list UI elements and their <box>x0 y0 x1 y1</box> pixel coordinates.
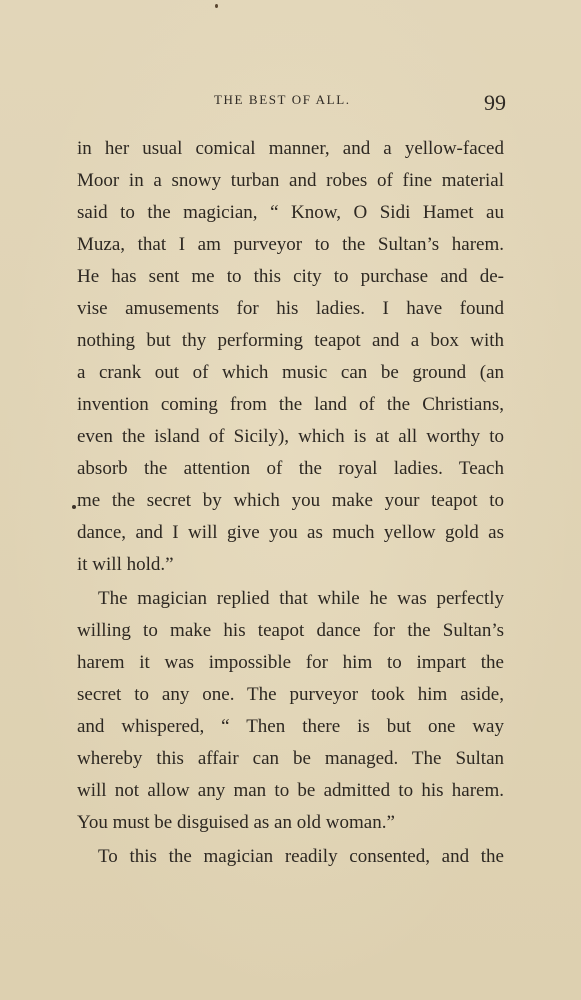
text-line: willing to make his teapot dance for the Sultan’s <box>77 620 504 641</box>
text-line: me the secret by which you make your teapot to <box>77 490 504 511</box>
text-line: said to the magician, “ Know, O Sidi Hamet au <box>77 202 504 223</box>
ink-speck <box>215 4 218 8</box>
text-line: harem it was impossible for him to impart the <box>77 652 504 673</box>
text-line: absorb the attention of the royal ladies. Teach <box>77 458 504 479</box>
text-line: a crank out of which music can be ground (an <box>77 362 504 383</box>
paragraph-first-line: The magician replied that while he was perfectly <box>98 588 504 609</box>
text-line: secret to any one. The purveyor took him aside, <box>77 684 504 705</box>
text-line: You must be disguised as an old woman.” <box>77 812 395 833</box>
text-line: it will hold.” <box>77 554 174 575</box>
text-line: invention coming from the land of the Christians, <box>77 394 504 415</box>
text-line: He has sent me to this city to purchase and de- <box>77 266 504 287</box>
text-line: vise amusements for his ladies. I have found <box>77 298 504 319</box>
margin-mark <box>72 505 76 509</box>
text-line: and whispered, “ Then there is but one way <box>77 716 504 737</box>
running-head: THE BEST OF ALL. <box>214 92 351 107</box>
text-line: dance, and I will give you as much yellow gold as <box>77 522 504 543</box>
text-line: Muza, that I am purveyor to the Sultan’s harem. <box>77 234 504 255</box>
text-line: in her usual comical manner, and a yellow-faced <box>77 138 504 159</box>
text-line: whereby this affair can be managed. The Sultan <box>77 748 504 769</box>
text-line: will not allow any man to be admitted to his harem. <box>77 780 504 801</box>
paragraph-first-line: To this the magician readily consented, and the <box>98 846 504 867</box>
text-line: even the island of Sicily), which is at all worthy to <box>77 426 504 447</box>
text-line: nothing but thy performing teapot and a box with <box>77 330 504 351</box>
page-number: 99 <box>484 90 506 115</box>
text-line: Moor in a snowy turban and robes of fine material <box>77 170 504 191</box>
